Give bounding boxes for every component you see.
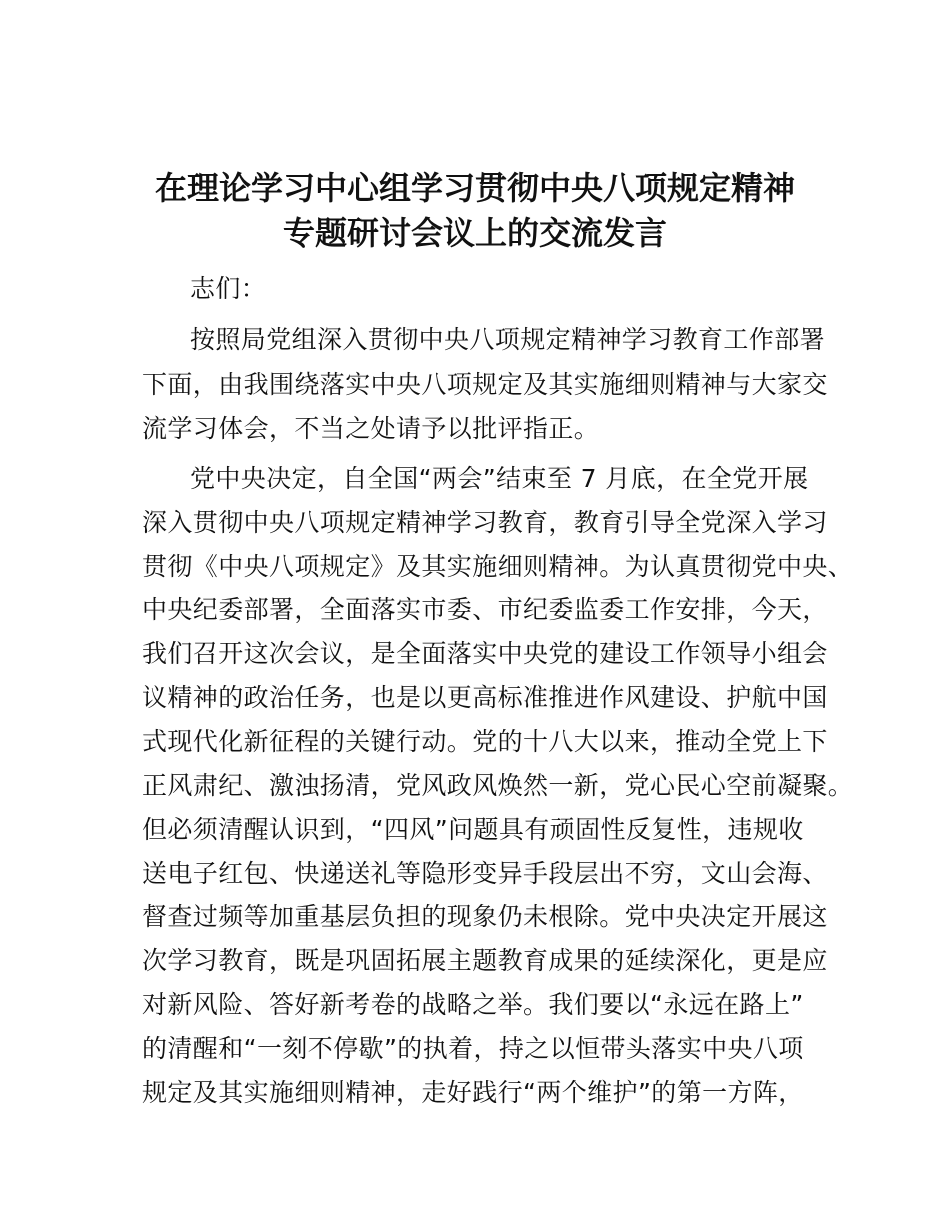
paragraph-2-line: 正风肃纪、激浊扬清，党风政风焕然一新，党心民心空前凝聚。 — [142, 771, 854, 800]
paragraph-1-line: 流学习体会，不当之处请予以批评指正。 — [142, 414, 600, 443]
paragraph-2-line: 的清醒和“一刻不停歇”的执着，持之以恒带头落实中央八项 — [142, 1034, 804, 1063]
paragraph-2-line: 对新风险、答好新考卷的战略之举。我们要以“永远在路上” — [142, 990, 804, 1019]
paragraph-2-line: 党中央决定，自全国“两会”结束至 7 月底，在全党开展 — [190, 464, 809, 493]
salutation: 志们： — [190, 274, 267, 303]
paragraph-2-line: 议精神的政治任务，也是以更高标准推进作风建设、护航中国 — [142, 683, 828, 712]
paragraph-2-line: 贯彻《中央八项规定》及其实施细则精神。为认真贯彻党中央、 — [142, 552, 854, 581]
paragraph-2-line: 督查过频等加重基层负担的现象仍未根除。党中央决定开展这 — [142, 902, 828, 931]
paragraph-2-line: 规定及其实施细则精神，走好践行“两个维护”的第一方阵， — [142, 1078, 804, 1107]
paragraph-2-line: 中央纪委部署，全面落实市委、市纪委监委工作安排，今天， — [142, 595, 828, 624]
paragraph-2-line: 但必须清醒认识到，“四风”问题具有顽固性反复性，违规收 — [142, 815, 804, 844]
paragraph-2-line: 式现代化新征程的关键行动。党的十八大以来，推动全党上下 — [142, 727, 828, 756]
paragraph-2-line: 送电子红包、快递送礼等隐形变异手段层出不穷，文山会海、 — [142, 859, 828, 888]
paragraph-1-line: 下面，由我围绕落实中央八项规定及其实施细则精神与大家交 — [142, 370, 828, 399]
document-title-line-2: 专题研讨会议上的交流发言 — [282, 214, 667, 252]
paragraph-2-line: 次学习教育，既是巩固拓展主题教育成果的延续深化，更是应 — [142, 946, 828, 975]
paragraph-2-line: 我们召开这次会议，是全面落实中央党的建设工作领导小组会 — [142, 639, 828, 668]
document-title-line-1: 在理论学习中心组学习贯彻中央八项规定精神 — [154, 169, 795, 207]
paragraph-1-line: 按照局党组深入贯彻中央八项规定精神学习教育工作部署 — [190, 325, 826, 354]
paragraph-2-line: 深入贯彻中央八项规定精神学习教育，教育引导全党深入学习 — [142, 508, 828, 537]
